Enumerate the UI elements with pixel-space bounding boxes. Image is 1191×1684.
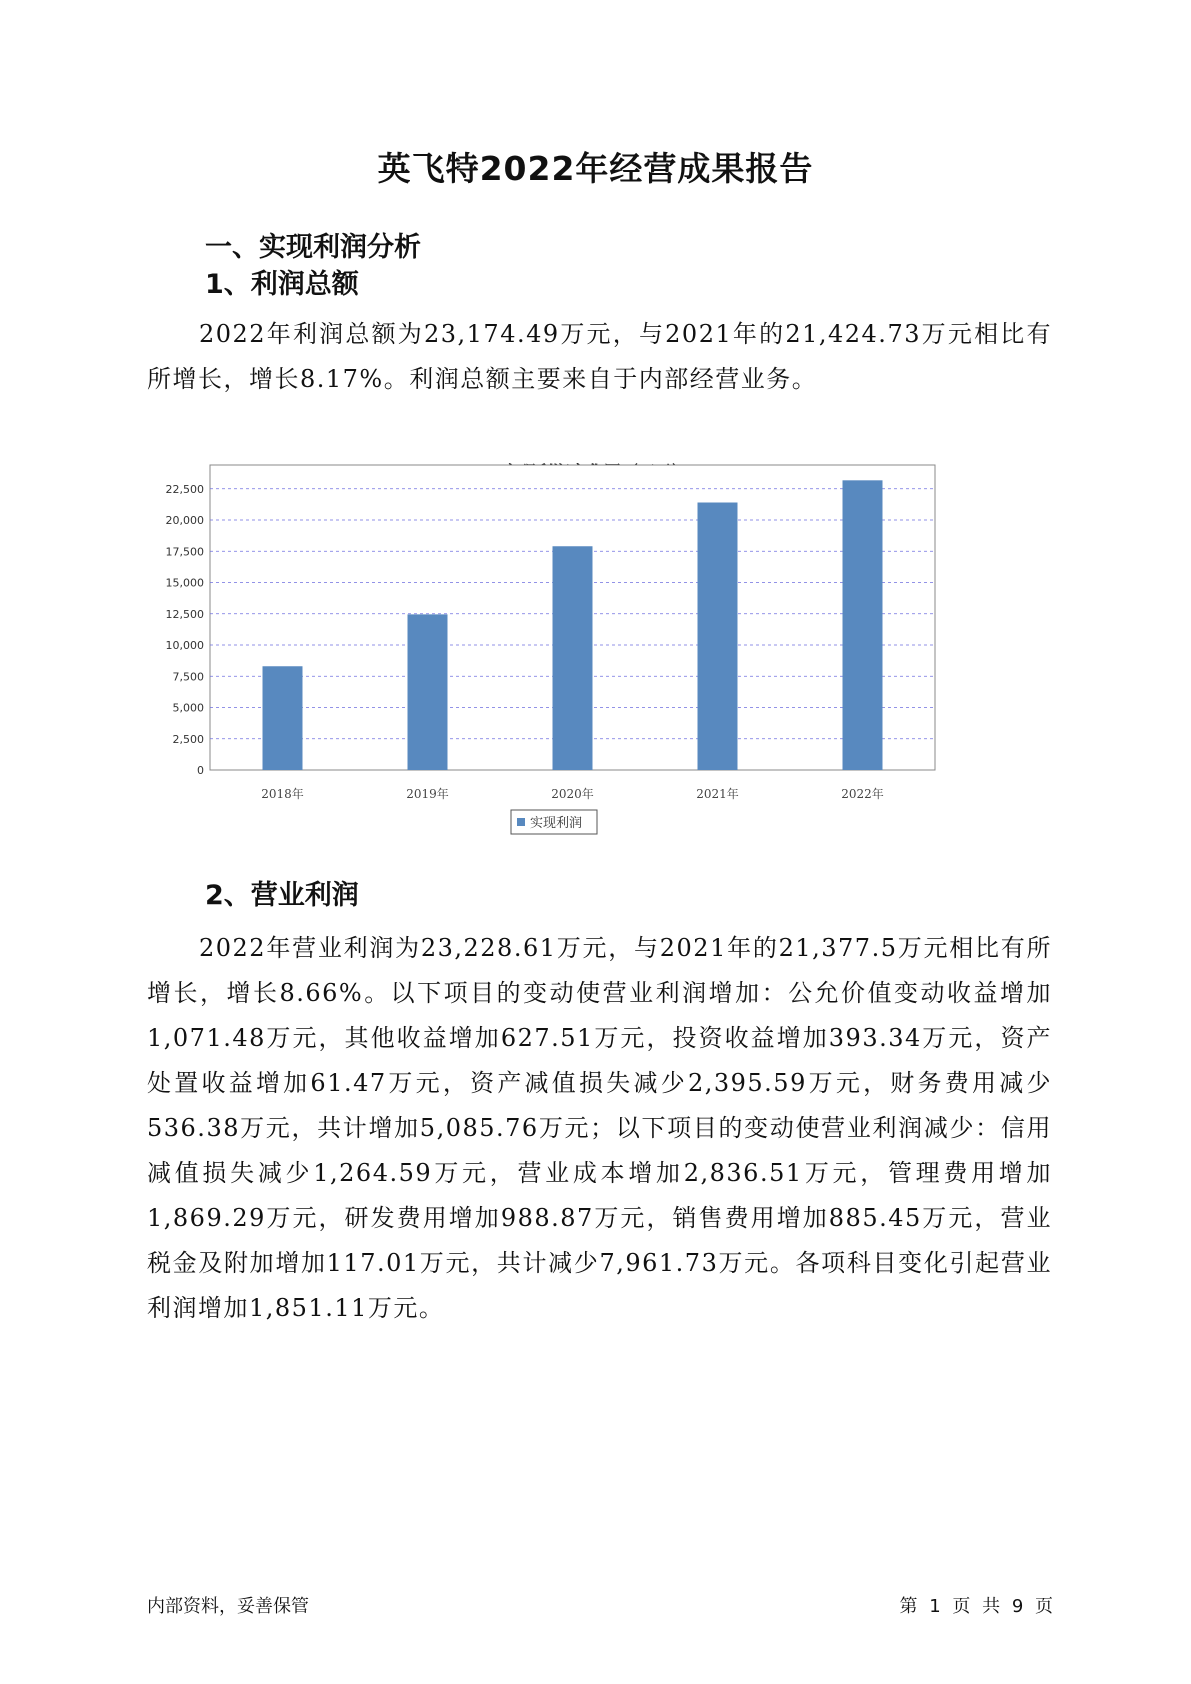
subheading-total-profit: 1、利润总额 (205, 269, 359, 300)
y-tick-label: 0 (197, 764, 204, 777)
y-tick-label: 12,500 (165, 607, 204, 621)
y-tick-label: 5,000 (172, 701, 204, 715)
bar (843, 480, 883, 770)
paragraph-operating-profit: 2022年营业利润为23,228.61万元，与2021年的21,377.5万元相比有所增长，增长8.66%。以下项目的变动使营业利润增加：公允价值变动收益增加1,071.48万元，其他收益增加627.51万元，投资收益增加393.34万元，资产处置收益增加61.47万元，资产减值损失减少2,395.59万元，财务费用减少536.38万元，共计增加5,085.76万元；以下项目的变动使营业利润减少：信用减值损失减少1,264.59万元，营业成本增加2,836.51万元，管理费用增加1,869.29万元，研发费用增加988.87万元，销售费用增加885.45万元，营业税金及附加增加117.01万元，共计减少7,961.73万元。各项科目变化引起营业利润增加1,851.11万元。 (147, 934, 1052, 1322)
y-tick-label: 10,000 (165, 639, 204, 652)
y-tick-label: 15,000 (165, 576, 204, 590)
page-title: 英飞特2022年经营成果报告 (377, 149, 814, 188)
x-tick-label: 2019年 (406, 787, 449, 801)
bar (553, 546, 593, 770)
y-tick-label: 7,500 (172, 670, 204, 684)
x-tick-label: 2022年 (841, 787, 884, 801)
paragraph-total-profit: 2022年利润总额为23,174.49万元，与2021年的21,424.73万元相比有所增长，增长8.17%。利润总额主要来自于内部经营业务。 (147, 320, 1052, 393)
section-heading-profit-analysis: 一、实现利润分析 (205, 232, 421, 263)
bar (263, 666, 303, 770)
y-tick-label: 2,500 (172, 732, 204, 746)
footer-page-number: 第 1 页 共 9 页 (899, 1596, 1053, 1617)
x-tick-label: 2020年 (551, 787, 594, 801)
y-tick-label: 22,500 (165, 482, 204, 496)
footer-confidential-note: 内部资料，妥善保管 (147, 1596, 309, 1617)
subheading-operating-profit: 2、营业利润 (205, 880, 359, 911)
bar (698, 503, 738, 771)
legend-label: 实现利润 (530, 816, 583, 831)
x-tick-label: 2021年 (696, 787, 739, 801)
y-tick-label: 17,500 (165, 545, 204, 559)
profit-bar-chart (150, 482, 950, 850)
bar (408, 614, 448, 770)
x-tick-label: 2018年 (261, 787, 304, 801)
y-tick-label: 20,000 (165, 514, 204, 527)
legend-swatch (517, 818, 525, 826)
